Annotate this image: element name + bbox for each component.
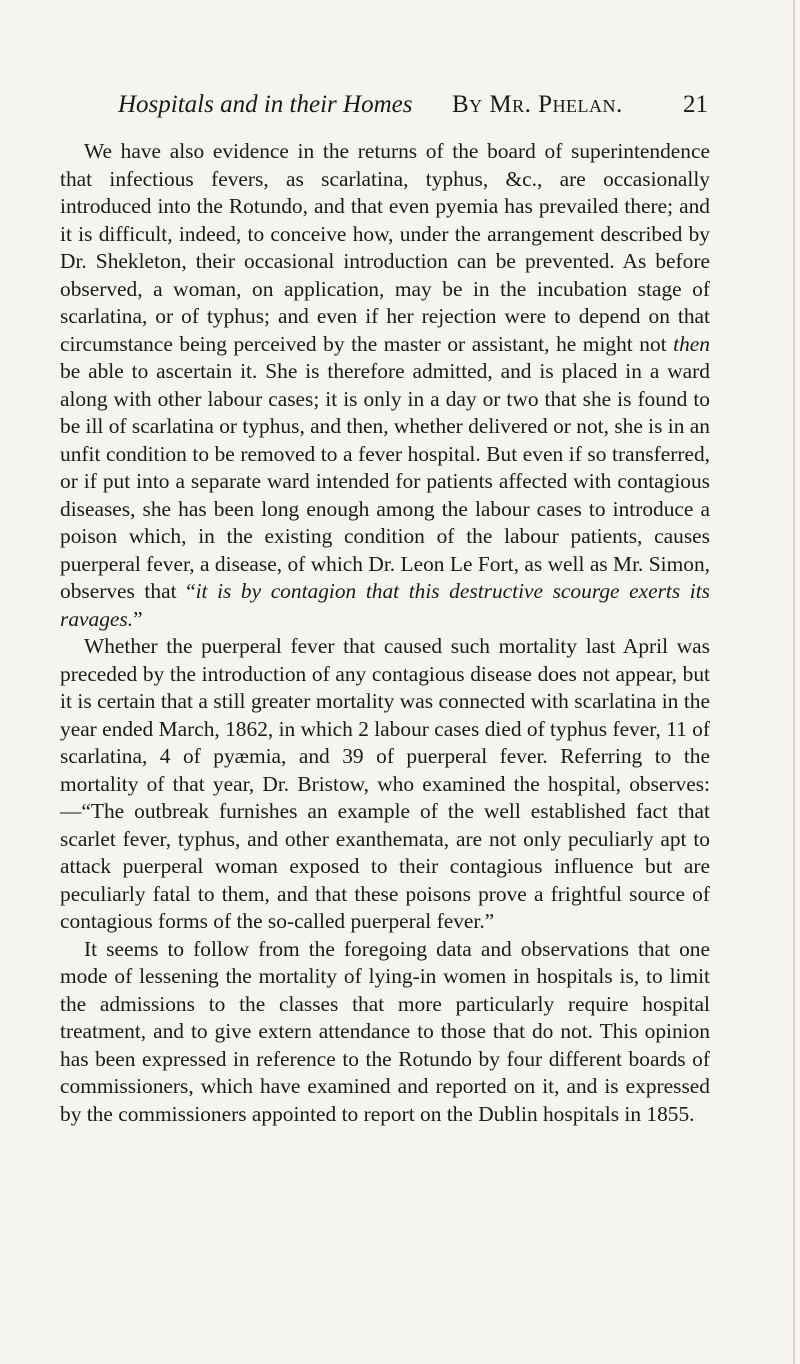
paragraph-text: We have also evidence in the returns of the board of superintendence that infectious fevers, as scarlatina, typhus, &c., are occasionally introduced into the Rotundo, and that even pyemia has prevailed there; and it is difficult, indeed, to conceive how, under the arrangement described by Dr. Shekleton, their occasional introduction can be prevented. As before observed, a woman, on application, may be in the incubation stage of scarlatina, or of typhus; and even if her rejection were to depend on that circumstance being perceived by the master or assistant, he might not (60, 139, 710, 356)
page-edge-shadow (793, 0, 795, 1364)
paragraph-text: Whether the puerperal fever that caused such mortality last April was preceded by the introduction of any contagious disease does not appear, but it is certain that a still greater mortality was connected with scarlatina in the year ended March, 1862, in which 2 labour cases died of typhus fever, 11 of scarlatina, 4 of pyæmia, and 39 of puerperal fever. Referring to the mortality of that year, Dr. Bristow, who examined the hospital, observes:—“The outbreak furnishes an example of the well established fact that scarlet fever, typhus, and other exanthemata, are not only peculiarly apt to attack puerperal woman exposed to their contagious influence but are peculiarly fatal to them, and that these poisons prove a frightful source of contagious forms of the so-called puerperal fever.” (60, 634, 710, 933)
paragraph-text: It seems to follow from the foregoing data and observations that one mode of lessening the mortality of lying-in women in hospitals is, to limit the admissions to the classes that more particularly require hospital treatment, and to give extern attendance to those that do not. This opinion has been expressed in reference to the Rotundo by four different boards of commissioners, which have examined and reported on it, and is expressed by the commissioners appointed to report on the Dublin hospitals in 1855. (60, 936, 710, 1126)
paragraph-1 (60, 138, 710, 633)
italic-text: then (673, 331, 710, 356)
page-number: 21 (683, 91, 708, 118)
body-text (60, 138, 710, 1128)
running-head-author: By Mr. Phelan. (452, 91, 623, 118)
closing-quote: ” (133, 606, 143, 631)
paragraph-3 (60, 936, 710, 1129)
running-head-title: Hospitals and in their Homes (118, 91, 413, 118)
paragraph-text: be able to ascertain it. She is therefore admitted, and is placed in a ward along with other labour cases; it is only in a day or two that she is found to be ill of scarlatina or typhus, and then, whether delivered or not, she is in an unfit condition to be removed to a fever hospital. But even if so transferred, or if put into a separate ward intended for patients affected with contagious diseases, she has been long enough among the labour cases to introduce a poison which, in the existing condition of the labour patients, causes puerperal fever, a disease, of which Dr. Leon Le Fort, as well as Mr. Simon, observes that “ (60, 359, 710, 603)
running-head (118, 88, 708, 122)
italic-quotation: it is by contagion that this destructive scourge exerts its ravages. (60, 579, 710, 631)
paragraph-2 (60, 633, 710, 936)
